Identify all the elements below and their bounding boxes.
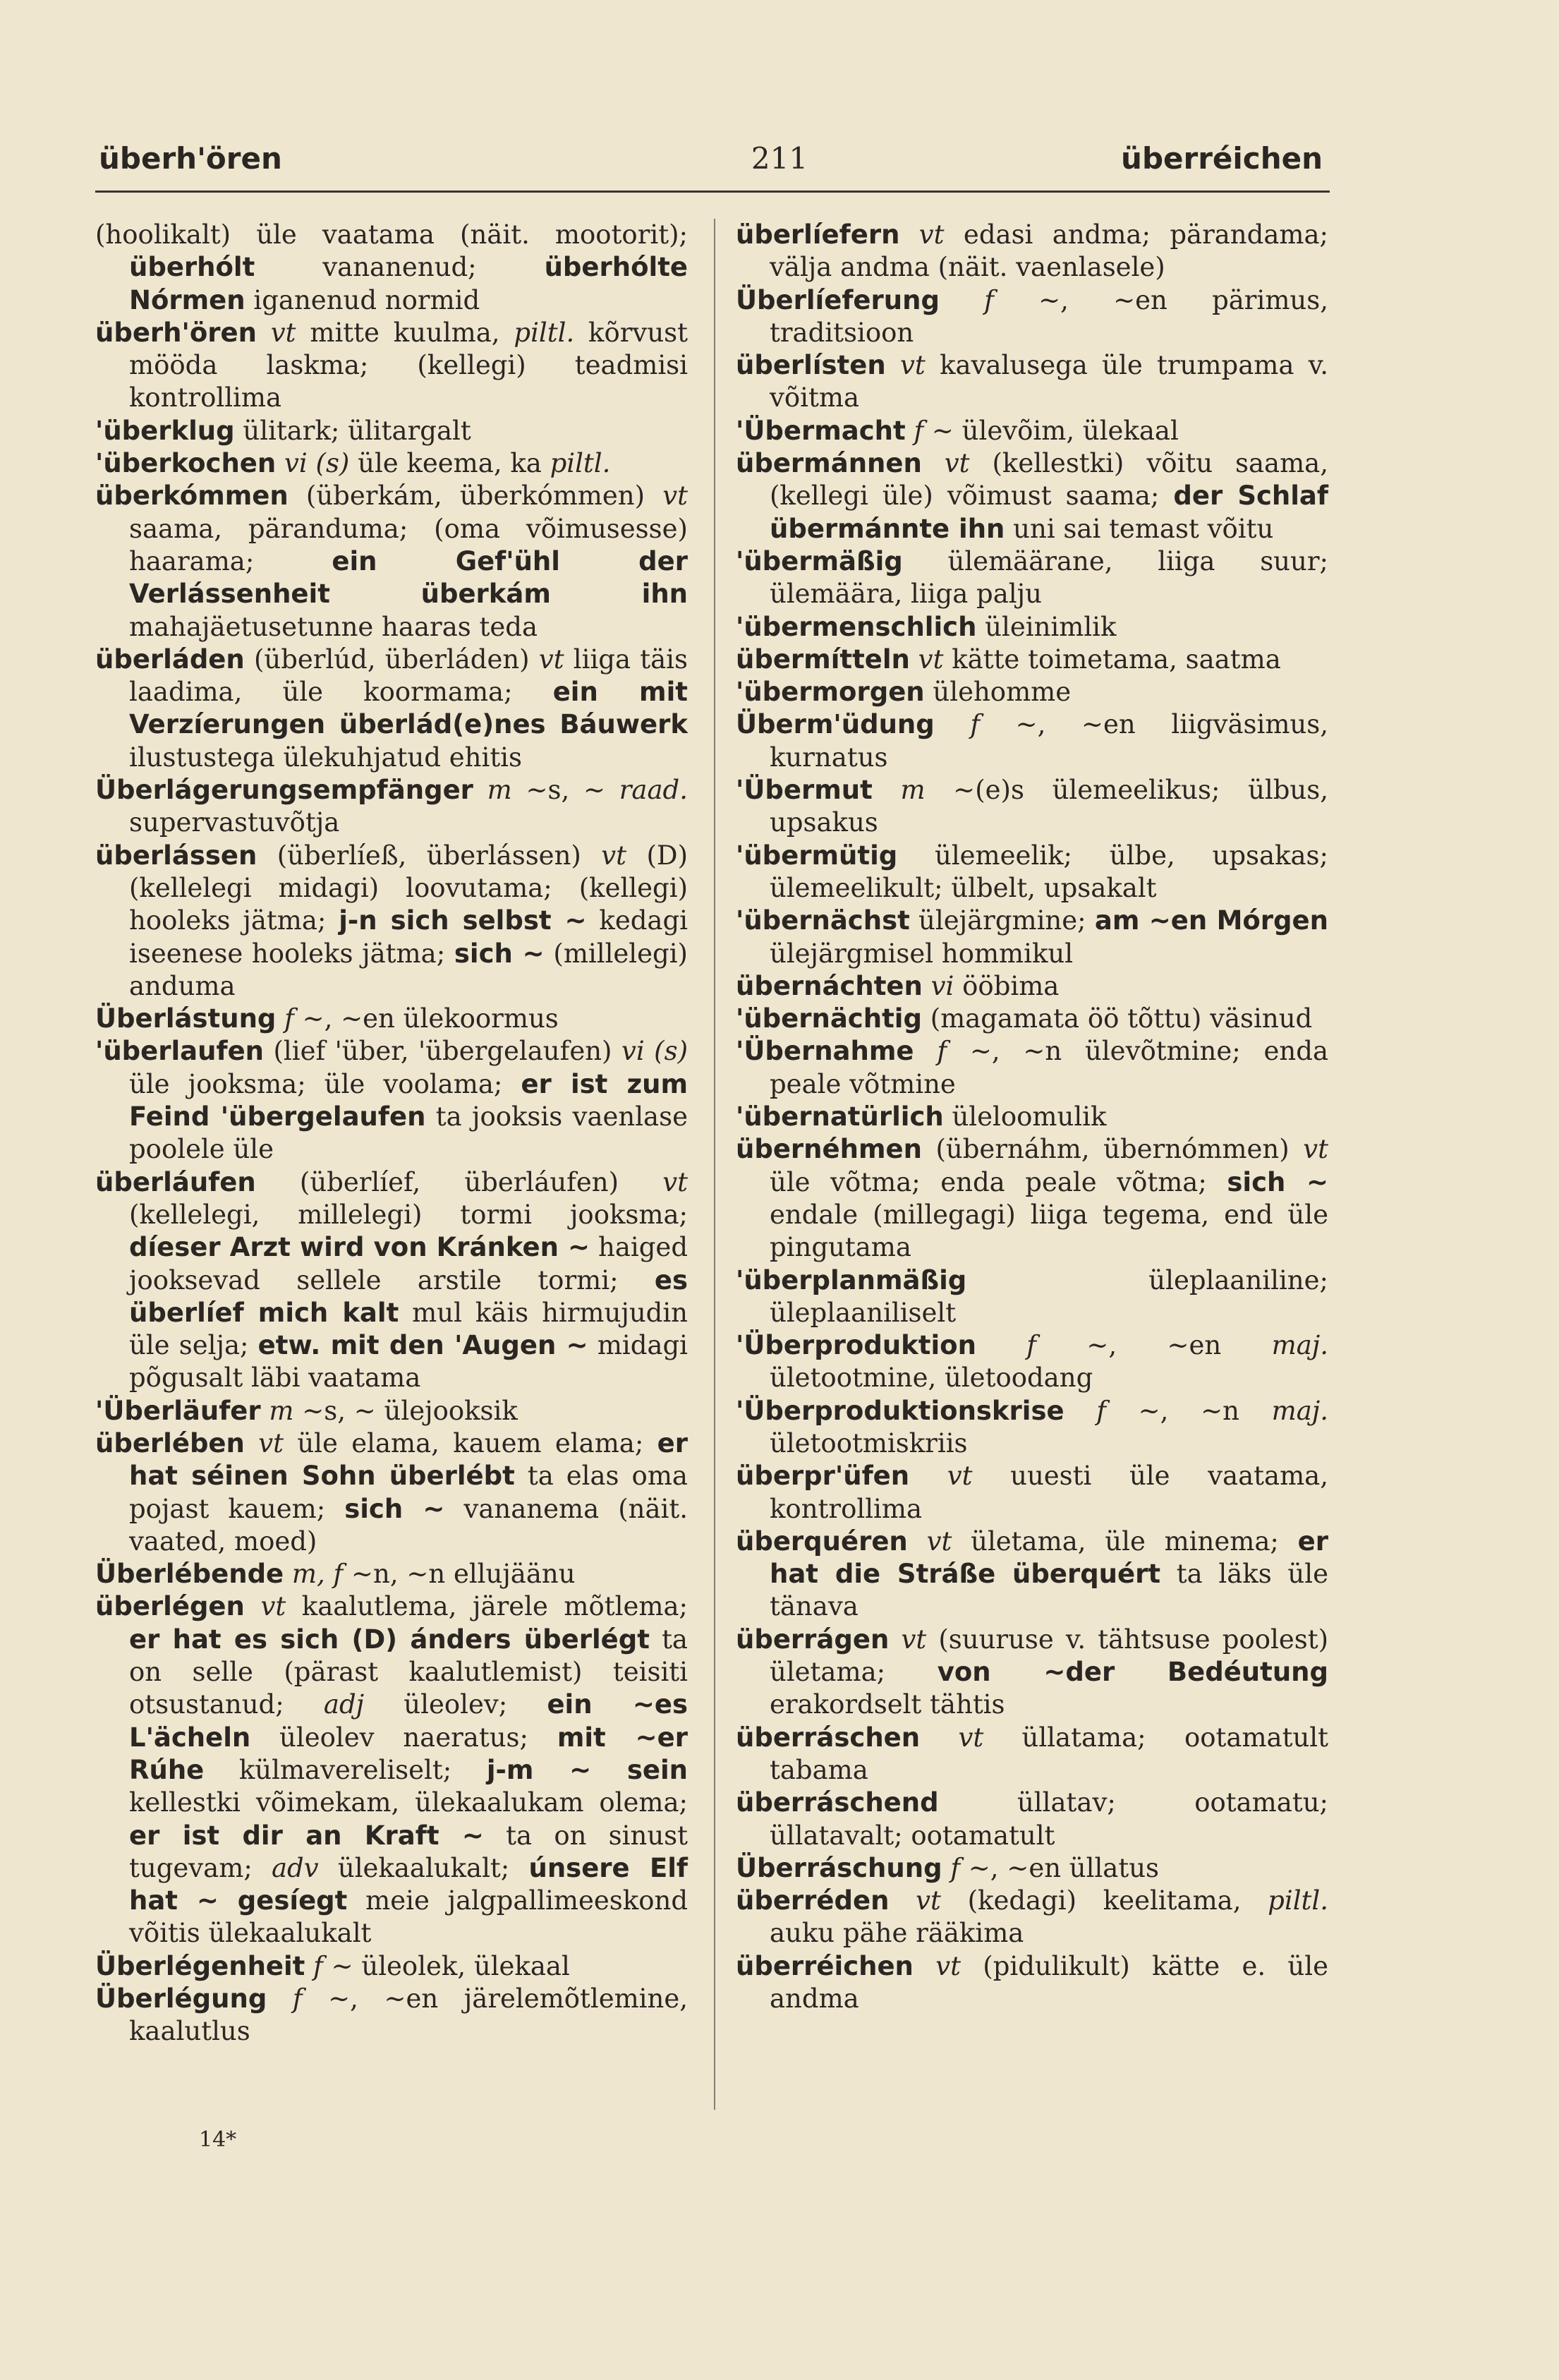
dictionary-entry xyxy=(95,1166,688,1395)
definition-text: kätte toimetama, saatma xyxy=(943,644,1281,675)
headword: übermítteln xyxy=(736,644,910,675)
header-rule xyxy=(95,191,1330,193)
dictionary-entry xyxy=(736,1852,1328,1885)
definition-text: külmavereliselt; xyxy=(204,1754,487,1785)
definition-text: ~, ~en üllatus xyxy=(960,1852,1160,1883)
dictionary-entry xyxy=(95,1558,688,1590)
definition-text: kavalusega üle trumpama v. võitma xyxy=(770,350,1328,413)
definition-text: ~, ~en järelemõtlemine, kaalutlus xyxy=(129,1983,688,2047)
headword: Überm'üdung xyxy=(736,709,935,740)
header-left-headword: überh'ören xyxy=(99,141,282,176)
grammar-label: vt xyxy=(935,1950,961,1981)
sheet-signature: 14* xyxy=(199,2127,237,2152)
example-phrase: überhólt xyxy=(129,252,255,283)
definition-text xyxy=(245,1428,258,1458)
definition-text: uuesti üle vaatama, kontrollima xyxy=(770,1461,1328,1524)
definition-text xyxy=(976,1330,1026,1360)
definition-text xyxy=(909,1461,947,1491)
example-phrase: j-n sich selbst ~ xyxy=(339,905,587,936)
grammar-label: f xyxy=(970,709,981,740)
dictionary-entry xyxy=(736,970,1328,1003)
dictionary-entry xyxy=(95,1395,688,1427)
definition-text: üllatama; ootamatult tabama xyxy=(770,1722,1328,1785)
headword: Überráschung xyxy=(736,1852,942,1883)
definition-text: üle keema, ka xyxy=(349,448,550,479)
grammar-label: adv xyxy=(272,1852,319,1883)
definition-text: ~, ~en ülekoormus xyxy=(293,1003,559,1034)
grammar-label: f xyxy=(313,1950,323,1981)
dictionary-entry xyxy=(736,284,1328,350)
headword: 'Überproduktion xyxy=(736,1330,976,1361)
grammar-label: vt xyxy=(901,1624,927,1655)
definition-text: (millelegi) anduma xyxy=(129,938,688,1001)
dictionary-entry xyxy=(736,1624,1328,1722)
dictionary-entry xyxy=(736,1003,1328,1035)
example-phrase: ein mit Verzíerungen überlád(e)nes Báuwerk xyxy=(129,677,688,740)
definition-text: (überlúd, überláden) xyxy=(244,644,539,675)
definition-text xyxy=(886,350,900,380)
headword: überláufen xyxy=(95,1166,256,1197)
headword: 'übermäßig xyxy=(736,545,903,576)
definition-text: ~, ~n ülevõtmine; enda peale võtmine xyxy=(770,1036,1329,1099)
headword: überlégen xyxy=(95,1591,245,1622)
definition-text: liiga täis laadima, üle koormama; xyxy=(129,644,688,708)
dictionary-entry xyxy=(95,415,688,447)
grammar-label: m xyxy=(900,775,926,806)
left-column xyxy=(95,219,688,2048)
definition-text: ülejärgmisel hommikul xyxy=(770,938,1074,969)
grammar-label: vt xyxy=(918,644,944,675)
definition-text: saama, päranduma; (oma võimusesse) haarama; xyxy=(129,513,688,576)
example-phrase: sich ~ xyxy=(344,1493,445,1524)
headword: 'überlaufen xyxy=(95,1036,265,1067)
dictionary-entry xyxy=(95,1427,688,1558)
dictionary-entry xyxy=(736,1395,1328,1461)
definition-text: edasi andma; pärandama; välja andma (näit. vaenlasele) xyxy=(770,219,1328,283)
headword: überlében xyxy=(95,1427,245,1458)
grammar-label: piltl. xyxy=(514,317,575,348)
definition-text: (überlíef, überláufen) xyxy=(255,1166,663,1197)
definition-text xyxy=(910,644,918,675)
grammar-label: f xyxy=(284,1003,294,1034)
definition-text xyxy=(940,285,984,315)
definition-text: ~s, ~ xyxy=(511,775,619,806)
definition-text xyxy=(920,1722,958,1753)
grammar-label: vt xyxy=(947,1461,973,1492)
definition-text: ületootmine, ületoodang xyxy=(770,1363,1093,1394)
grammar-label: adj xyxy=(323,1689,365,1720)
headword: überlíefern xyxy=(736,219,900,250)
example-phrase: der Schlaf übermánnte ihn xyxy=(770,481,1328,544)
definition-text: ~ üleolek, ülekaal xyxy=(322,1950,570,1981)
definition-text: kõrvust mööda laskma; (kellegi) teadmisi kontrollima xyxy=(129,317,688,413)
headword: übernáchten xyxy=(736,970,923,1001)
grammar-label: raad. xyxy=(619,775,688,806)
grammar-label: maj. xyxy=(1271,1395,1328,1426)
grammar-label: f xyxy=(914,415,924,446)
headword: 'Überproduktionskrise xyxy=(736,1395,1064,1426)
dictionary-entry xyxy=(736,1035,1328,1101)
grammar-label: vt xyxy=(900,350,926,381)
definition-text: (D) (kellelegi midagi) loovutama; (kellegi) hooleks jätma; xyxy=(129,840,688,936)
definition-text: üleolev; xyxy=(364,1689,547,1720)
grammar-label: m xyxy=(269,1395,294,1426)
dictionary-entry xyxy=(736,1101,1328,1133)
definition-text: ~, ~n xyxy=(1105,1395,1272,1426)
dictionary-entry xyxy=(95,1035,688,1166)
dictionary-entry xyxy=(736,708,1328,774)
dictionary-entry xyxy=(736,415,1328,447)
grammar-label: vi xyxy=(930,970,954,1001)
headword: überpr'üfen xyxy=(736,1461,910,1492)
definition-text: ülejärgmine; xyxy=(909,905,1095,936)
grammar-label: f xyxy=(292,1983,303,2014)
grammar-label: vt xyxy=(944,448,970,479)
headword: überréden xyxy=(736,1885,890,1916)
headword: 'übermütig xyxy=(736,840,898,871)
definition-text: ülehomme xyxy=(924,677,1072,708)
grammar-label: vt xyxy=(958,1722,984,1753)
headword: 'überplanmäßig xyxy=(736,1264,967,1295)
dictionary-entry xyxy=(736,1950,1328,2016)
definition-text xyxy=(922,448,945,478)
definition-text: supervastuvõtja xyxy=(129,807,340,838)
definition-text: mahajäetusetunne haaras teda xyxy=(129,611,538,642)
definition-text: meie jalgpallimeeskond võitis ülekaalukalt xyxy=(129,1885,688,1949)
headword: Überlébende xyxy=(95,1559,284,1590)
definition-text: (übernáhm, übernómmen) xyxy=(921,1134,1304,1165)
definition-text: ööbima xyxy=(954,970,1060,1001)
headword: überráschen xyxy=(736,1722,921,1753)
example-phrase: ein ~es L'ächeln xyxy=(129,1689,688,1753)
right-column xyxy=(736,219,1328,2015)
headword: überh'ören xyxy=(95,317,257,348)
definition-text xyxy=(267,1983,293,2014)
example-phrase: er hat es sich (D) ánders überlégt xyxy=(129,1624,650,1655)
headword: 'übermenschlich xyxy=(736,611,977,642)
example-phrase: mit ~er Rúhe xyxy=(129,1722,688,1785)
grammar-label: m xyxy=(487,775,512,806)
definition-text: (suuruse v. tähtsuse poolest) ületama; xyxy=(770,1624,1329,1688)
grammar-label: vt xyxy=(916,1885,941,1916)
headword: überráschend xyxy=(736,1787,939,1818)
dictionary-entry xyxy=(95,1983,688,2048)
definition-text: ülitark; ülitargalt xyxy=(234,415,471,446)
dictionary-entry xyxy=(736,1329,1328,1395)
definition-text: kedagi iseenese hooleks jätma; xyxy=(129,905,688,969)
dictionary-entry xyxy=(736,349,1328,415)
dictionary-entry xyxy=(95,1003,688,1035)
example-phrase: díeser Arzt wird von Kránken ~ xyxy=(129,1232,590,1263)
definition-text: (lief 'über, 'übergelaufen) xyxy=(264,1036,621,1067)
example-phrase: sich ~ xyxy=(1227,1166,1328,1197)
headword: 'überklug xyxy=(95,415,235,446)
definition-text xyxy=(276,1003,284,1034)
example-phrase: von ~der Bedéutung xyxy=(937,1657,1329,1688)
dictionary-entry xyxy=(736,676,1328,708)
grammar-label: vt xyxy=(270,317,296,348)
headword: überlísten xyxy=(736,350,886,381)
definition-text: midagi põgusalt läbi vaatama xyxy=(129,1330,688,1394)
headword: übermánnen xyxy=(736,448,922,479)
example-phrase: es überlíef mich kalt xyxy=(129,1264,688,1328)
definition-text xyxy=(245,1591,261,1621)
dictionary-entry xyxy=(95,774,688,840)
column-separator xyxy=(714,219,715,2110)
definition-text: (überkám, überkómmen) xyxy=(288,481,663,512)
example-phrase: er hat die Stráße überquért xyxy=(770,1526,1328,1590)
definition-text: kellestki võimekam, ülekaalukam olema; xyxy=(129,1787,688,1818)
definition-text: auku pähe rääkima xyxy=(770,1918,1024,1949)
dictionary-entry xyxy=(736,545,1328,611)
headword: überrágen xyxy=(736,1624,890,1655)
dictionary-entry xyxy=(95,480,688,643)
definition-text: ta on selle (pärast kaalutlemist) teisiti otsustanud; xyxy=(129,1624,688,1720)
definition-text: ~(e)s ülemeelikus; ülbus, upsakus xyxy=(770,775,1328,838)
definition-text: ta läks üle tänava xyxy=(770,1559,1328,1622)
grammar-label: vt xyxy=(926,1526,952,1557)
definition-text: üle jooksma; üle voolama; xyxy=(129,1068,521,1099)
definition-text: (kellestki) võitu saama, (kellegi üle) võimust saama; xyxy=(770,448,1328,512)
grammar-label: piltl. xyxy=(1268,1885,1328,1916)
definition-text: ~, ~en xyxy=(1036,1330,1272,1361)
grammar-label: m, f xyxy=(291,1559,344,1590)
definition-text: üleolev naeratus; xyxy=(250,1722,557,1753)
dictionary-entry xyxy=(95,447,688,480)
example-phrase: sich ~ xyxy=(454,938,545,969)
definition-text: üle elama, kauem elama; xyxy=(284,1427,657,1458)
headword: überquéren xyxy=(736,1526,908,1557)
definition-text: (überlíeß, überlássen) xyxy=(257,840,602,871)
dictionary-entry xyxy=(95,317,688,415)
dictionary-entry xyxy=(736,447,1328,545)
header-right-headword: überréichen xyxy=(1121,141,1323,176)
dictionary-entry xyxy=(95,644,688,774)
page-header xyxy=(0,141,1559,198)
grammar-label: vt xyxy=(260,1591,286,1622)
dictionary-entry xyxy=(736,1885,1328,1950)
dictionary-entry xyxy=(736,1133,1328,1264)
grammar-label: f xyxy=(950,1852,961,1883)
headword: überlássen xyxy=(95,840,257,871)
headword: 'übernächst xyxy=(736,905,910,936)
dictionary-entry xyxy=(736,1460,1328,1526)
definition-text: (magamata öö tõttu) väsinud xyxy=(921,1003,1313,1034)
dictionary-entry xyxy=(95,1590,688,1950)
definition-text: üleinimlik xyxy=(976,611,1117,642)
dictionary-entry xyxy=(736,1526,1328,1624)
definition-text: iganenud normid xyxy=(245,284,480,315)
example-phrase: etw. mit den 'Augen ~ xyxy=(257,1330,588,1361)
headword: 'Übernahme xyxy=(736,1036,914,1067)
grammar-label: vt xyxy=(538,644,564,675)
dictionary-entry xyxy=(95,840,688,1003)
definition-text: ülemäärane, liiga suur; ülemäära, liiga palju xyxy=(770,545,1328,610)
grammar-label: f xyxy=(1026,1330,1036,1361)
definition-text: ~s, ~ ülejooksik xyxy=(293,1395,518,1426)
definition-text: ~ ülevõim, ülekaal xyxy=(923,415,1179,446)
definition-text: kaalutlema, järele mõtlema; xyxy=(286,1591,688,1622)
headword: überkómmen xyxy=(95,481,289,512)
headword: Überlíeferung xyxy=(736,284,940,315)
definition-text: erakordselt tähtis xyxy=(770,1689,1005,1720)
grammar-label: vt xyxy=(918,219,945,250)
dictionary-entry xyxy=(736,840,1328,905)
headword: Überlágerungsempfänger xyxy=(95,775,473,806)
grammar-label: maj. xyxy=(1271,1330,1328,1361)
example-phrase: überhólte Nórmen xyxy=(129,252,688,315)
headword: 'Übermut xyxy=(736,775,873,806)
example-phrase: er ist zum Feind 'übergelaufen xyxy=(129,1068,688,1132)
grammar-label: vt xyxy=(662,1166,688,1197)
definition-text: uni sai temast võitu xyxy=(1005,513,1274,544)
headword: 'Übermacht xyxy=(736,415,906,446)
example-phrase: am ~en Mórgen xyxy=(1094,905,1328,936)
definition-text: (pidulikult) kätte e. üle andma xyxy=(770,1950,1328,2014)
definition-text: ~, ~en pärimus, traditsioon xyxy=(770,284,1328,348)
definition-text xyxy=(873,775,901,805)
definition-text: üle võtma; enda peale võtma; xyxy=(770,1166,1227,1197)
dictionary-entry xyxy=(736,774,1328,840)
definition-text: üleloomulik xyxy=(943,1101,1107,1132)
dictionary-entry xyxy=(95,1950,688,1983)
dictionary-entry xyxy=(736,1722,1328,1787)
definition-text xyxy=(906,416,914,446)
example-phrase: únsere Elf hat ~ gesíegt xyxy=(129,1852,688,1916)
headword: Überlégung xyxy=(95,1983,267,2014)
headword: 'übernächtig xyxy=(736,1003,922,1034)
definition-text xyxy=(889,1885,916,1916)
definition-text: mitte kuulma, xyxy=(296,317,514,348)
page-number: 211 xyxy=(751,141,808,176)
definition-text: ilustustega ülekuhjatud ehitis xyxy=(129,742,523,773)
definition-text: ületootmiskriis xyxy=(770,1427,968,1458)
dictionary-entry xyxy=(736,1787,1328,1852)
headword: überláden xyxy=(95,644,245,675)
grammar-label: f xyxy=(984,284,994,315)
definition-text xyxy=(914,1036,938,1066)
dictionary-entry xyxy=(736,1264,1328,1330)
example-phrase: j-m ~ sein xyxy=(486,1754,688,1785)
headword: überréichen xyxy=(736,1950,914,1981)
definition-text xyxy=(942,1853,951,1883)
definition-text xyxy=(473,775,487,805)
headword: Überlástung xyxy=(95,1003,277,1034)
definition-text: ta jooksis vaenlase poolele üle xyxy=(129,1101,688,1165)
definition-text xyxy=(914,1951,935,1981)
definition-text: ületama, üle minema; xyxy=(952,1526,1298,1557)
grammar-label: vt xyxy=(601,840,627,871)
grammar-label: piltl. xyxy=(550,448,611,479)
definition-text: endale (millegagi) liiga tegema, end üle pingutama xyxy=(770,1199,1328,1263)
definition-text: haiged jooksevad sellele arstile tormi; xyxy=(129,1232,688,1295)
definition-text: ta on sinust tugevam; xyxy=(129,1820,688,1883)
dictionary-entry xyxy=(736,219,1328,284)
definition-text: (kedagi) keelitama, xyxy=(940,1885,1268,1916)
example-phrase: er hat séinen Sohn überlébt xyxy=(129,1427,688,1492)
definition-text xyxy=(899,219,918,250)
definition-text: vananema (näit. vaated, moed) xyxy=(129,1493,688,1557)
grammar-label: vt xyxy=(1303,1134,1328,1165)
definition-text: ~n, ~n ellujäänu xyxy=(343,1559,576,1590)
definition-text: ülemeelik; ülbe, upsakas; ülemeelikult; ülbelt, upsakalt xyxy=(770,840,1328,903)
grammar-label: f xyxy=(937,1036,947,1067)
headword: 'überkochen xyxy=(95,448,277,479)
definition-text xyxy=(261,1396,269,1426)
definition-text xyxy=(889,1624,901,1655)
headword: 'Überläufer xyxy=(95,1395,261,1426)
dictionary-entry xyxy=(736,644,1328,676)
definition-text: ta elas oma pojast kauem; xyxy=(129,1461,688,1524)
headword: 'übermorgen xyxy=(736,677,925,708)
dictionary-entry xyxy=(736,611,1328,644)
definition-text: (kellelegi, millelegi) tormi jooksma; xyxy=(129,1199,688,1230)
definition-text xyxy=(305,1951,313,1981)
definition-text xyxy=(935,709,971,739)
grammar-label: vt xyxy=(258,1427,284,1458)
definition-text: ~, ~en liigväsimus, kurnatus xyxy=(770,709,1328,773)
definition-text: üleplaaniline; üleplaaniliselt xyxy=(770,1264,1328,1328)
definition-text: üllatav; ootamatu; üllatavalt; ootamatult xyxy=(770,1787,1328,1851)
example-phrase: er ist dir an Kraft ~ xyxy=(129,1820,484,1851)
definition-text xyxy=(908,1526,927,1557)
definition-text xyxy=(284,1559,292,1589)
definition-text: (hoolikalt) üle vaatama (näit. mootorit); xyxy=(95,219,688,250)
definition-text: vananenud; xyxy=(255,252,545,283)
headword: Überlégenheit xyxy=(95,1950,305,1981)
grammar-label: vi (s) xyxy=(621,1036,688,1067)
grammar-label: vt xyxy=(662,481,688,512)
grammar-label: vi (s) xyxy=(284,448,350,479)
definition-text xyxy=(923,971,931,1001)
definition-text: mul käis hirmujudin üle selja; xyxy=(129,1297,688,1361)
headword: übernéhmen xyxy=(736,1134,922,1165)
definition-text xyxy=(257,318,271,348)
grammar-label: f xyxy=(1096,1395,1106,1426)
dictionary-entry xyxy=(736,905,1328,970)
example-phrase: ein Gef'ühl der Verlássenheit überkám ihn xyxy=(129,545,688,610)
headword: 'übernatürlich xyxy=(736,1101,944,1132)
definition-text: ülekaalukalt; xyxy=(318,1852,529,1883)
definition-text xyxy=(1064,1396,1097,1426)
definition-text xyxy=(276,448,284,478)
dictionary-entry xyxy=(95,219,688,317)
